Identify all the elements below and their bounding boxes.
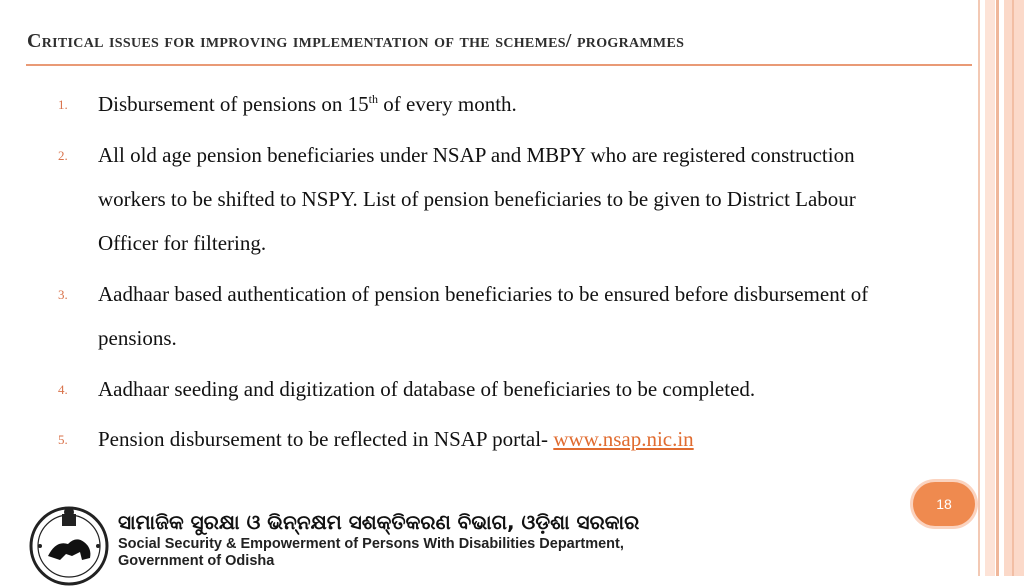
item-text: All old age pension beneficiaries under NSAP and MBPY who are registered construction workers to be shifted to NSPY. List of pension beneficiaries to be given to District Labour Officer for filtering. bbox=[98, 143, 856, 255]
superscript: th bbox=[368, 92, 378, 106]
item-number: 2. bbox=[58, 148, 68, 163]
decor-stripe bbox=[978, 0, 980, 576]
slide-title: Critical issues for improving implementation of the schemes/ programmes bbox=[27, 30, 685, 52]
decor-stripe bbox=[1004, 0, 1024, 576]
department-name: Social Security & Empowerment of Persons With Disabilities Department, bbox=[118, 536, 624, 552]
decor-stripe bbox=[1012, 0, 1014, 576]
item-text: Aadhaar seeding and digitization of database of beneficiaries to be completed. bbox=[98, 377, 756, 401]
decor-stripe bbox=[985, 0, 995, 576]
nsap-portal-link[interactable]: www.nsap.nic.in bbox=[553, 427, 694, 451]
item-text: Aadhaar based authentication of pension beneficiaries to be ensured before disbursement of pensions. bbox=[98, 282, 869, 350]
decor-stripe bbox=[996, 0, 999, 576]
page-number-badge: 18 bbox=[913, 482, 975, 526]
department-name-odia: ସାମାଜିକ ସୁରକ୍ଷା ଓ ଭିନ୍ନକ୍ଷମ ସଶକ୍ତିକରଣ ବିଭାଗ, ଓଡ଼ିଶା ସରକାର bbox=[118, 510, 640, 534]
item-number: 4. bbox=[58, 382, 68, 397]
item-number: 5. bbox=[58, 432, 68, 447]
odisha-emblem-icon bbox=[26, 500, 112, 586]
title-divider bbox=[26, 64, 972, 66]
item-number: 3. bbox=[58, 287, 68, 302]
government-name: Government of Odisha bbox=[118, 553, 275, 569]
item-text: Disbursement of pensions on 15th of every month. bbox=[98, 92, 517, 116]
item-number: 1. bbox=[58, 97, 68, 112]
item-text: Pension disbursement to be reflected in NSAP portal- www.nsap.nic.in bbox=[98, 427, 694, 451]
